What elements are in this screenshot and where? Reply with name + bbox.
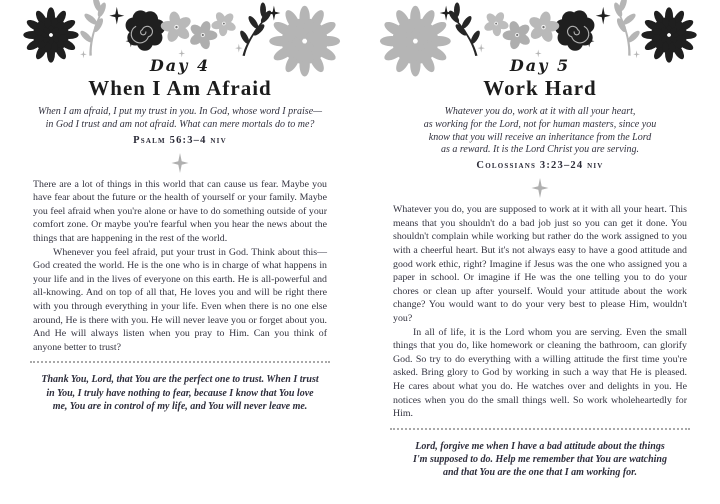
day-label: Day 5 <box>509 56 571 75</box>
scripture-quote <box>382 106 698 157</box>
prayer-line: in You, I truly have nothing to fear, because I know that You love <box>46 387 314 399</box>
scripture-line: as working for the Lord, not for human masters, since you <box>423 118 657 130</box>
body-paragraph: Whenever you feel afraid, put your trust in God. Think about this—God created the world. He is the one who is in charge of what happens in your life and in the lives of everyone on this earth. He is all-powerful and all-knowing. And on top of all that, He loves you and will be right there with you through everything in your life. Even when there is no one else around, He is there with you. He will never leave you or forget about you. And He will always listen when you pray to Him. Can you think of anyone better to trust? <box>33 246 327 353</box>
scripture-quote <box>22 106 338 132</box>
scripture-line: in God I trust and am not afraid. What can mere mortals do to me? <box>45 118 315 130</box>
right-page <box>360 0 720 504</box>
scripture-line: When I am afraid, I put my trust in you. In God, whose word I praise— <box>37 106 323 117</box>
body-paragraph: There are a lot of things in this world that can cause us fear. Maybe you have fear about the future or the health of yourself or your family. Maybe you feel afraid when you're alone or have to do something outside of your comfort zone. Or maybe you're fearful when you hear the news about the things that are happening in the rest of the world. <box>33 178 327 244</box>
scripture-line: as a reward. It is the Lord Christ you are serving. <box>441 144 639 156</box>
scripture-line: know that you will receive an inheritance from the Lord <box>428 131 652 143</box>
devotional-body <box>393 203 687 421</box>
scripture-reference: Psalm 56:3–4 niv <box>133 134 227 146</box>
scripture-line: Whatever you do, work at it with all your heart, <box>444 106 636 117</box>
prayer <box>22 373 338 413</box>
body-paragraph: In all of life, it is the Lord whom you are serving. Even the small things that you do, like homework or cleaning the bathroom, can glorify God. So try to do everything with a willing attitude the first time you're asked. Bring glory to God by working in such a way that He is pleased. He cares about what you do. He watches over and delights in you. He notices when you do the small things well. So work wholeheartedly for Him. <box>393 326 687 420</box>
prayer <box>382 440 698 480</box>
page-title: When I Am Afraid <box>88 76 272 100</box>
dotted-divider <box>390 428 690 430</box>
prayer-line: I'm supposed to do. Help me remember that You are watching <box>413 453 667 465</box>
page-title: Work Hard <box>483 76 597 100</box>
devotional-body <box>33 178 327 355</box>
sparkle-divider-icon <box>22 153 338 173</box>
body-paragraph: Whatever you do, you are supposed to work at it with all your heart. This means that you shouldn't do a bad job just so you can get it done. You shouldn't complain while working but rather do the work assigned to you with a cheerful heart. But it's not always easy to have a good attitude and good work ethic, right? Imagine if Jesus was the one who assigned you a paper in school. Or imagine if He was the one telling you to do your chores or clean up after yourself. Would your attitude about the work change? You would want to do your very best to please Him, wouldn't you? <box>393 204 687 324</box>
prayer-line: me, You are in control of my life, and You will never leave me. <box>52 400 308 412</box>
scripture-reference: Colossians 3:23–24 niv <box>476 160 604 172</box>
prayer-line: Lord, forgive me when I have a bad attitude about the things <box>415 440 665 452</box>
prayer-line: and that You are the one that I am working for. <box>442 467 638 479</box>
prayer-line: Thank You, Lord, that You are the perfect one to trust. When I trust <box>41 374 319 386</box>
sparkle-divider-icon <box>382 178 698 198</box>
day-label: Day 4 <box>149 56 211 75</box>
dotted-divider <box>30 361 330 363</box>
